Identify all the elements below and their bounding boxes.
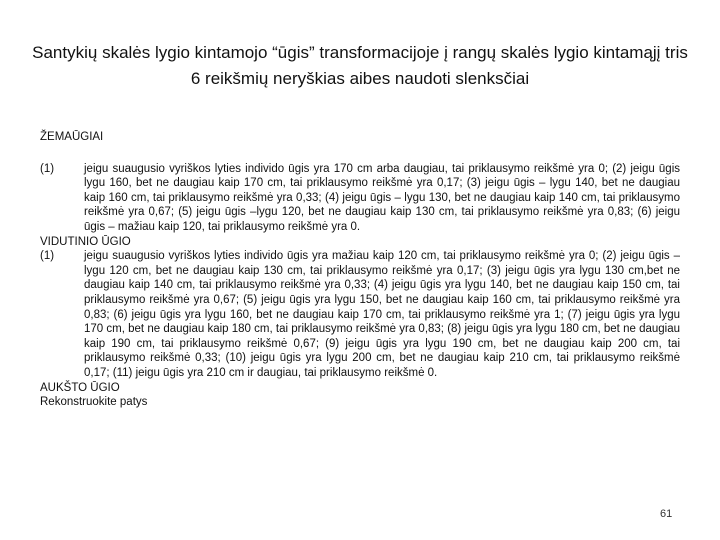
slide-body: [40, 130, 680, 410]
item-text: jeigu suaugusio vyriškos lyties individo ūgis yra mažiau kaip 120 cm, tai priklausymo reikšmė yra 0; (2) jeigu ūgis – lygu 120 cm, bet ne daugiau kaip 130 cm, tai priklausymo reikšmė yra 0,17; (3) jeigu ūgis yra lygu 130 cm,bet ne daugiau kaip 140 cm, tai priklausymo reikšmė yra 0,33; (4) jeigu ūgis yra lygu 140, bet ne daugiau kaip 150 cm, tai priklausymo reikšmė yra 0,67; (5) jeigu ūgis yra lygu 150, bet ne daugiau kaip 160 cm, tai priklausymo reikšmė yra 0,83; (6) jeigu ūgis yra lygu 160, bet ne daugiau kaip 170 cm, tai priklausymo reikšmė yra 1; (7) jeigu ūgis yra lygu 170 cm, bet ne daugiau kaip 180 cm, tai priklausymo reikšmė yra 0,83; (8) jeigu ūgis yra lygu 180 cm, bet ne daugiau kaip 190 cm, tai priklausymo reikšmė 0,67; (9) jeigu ūgis yra lygu 190 cm, bet ne daugiau kaip 200 cm, tai priklausymo reikšmė 0,33; (10) jeigu ūgis yra lygu 200 cm, bet ne daugiau kaip 210 cm, tai priklausymo reikšmė 0,17; (11) jeigu ūgis yra 210 cm ir daugiau, tai priklausymo reikšmė 0.: [84, 250, 680, 379]
item-text: jeigu suaugusio vyriškos lyties individo ūgis yra 170 cm arba daugiau, tai priklausymo reikšmė yra 0; (2) jeigu ūgis lygu 160, bet ne daugiau kaip 170 cm, tai priklausymo reikšmė yra 0,17; (3) jeigu ūgis – lygu 140, bet ne daugiau kaip 160 cm, tai priklausymo reikšmė yra 0,33; (4) jeigu ūgis – lygu 130, bet ne daugiau kaip 140 cm, tai priklausymo reikšmė yra 0,67; (5) jeigu ūgis –lygu 120, bet ne daugiau kaip 130 cm, tai priklausymo reikšmė yra 0,83; (6) jeigu ūgis – mažiau kaip 120, tai priklausymo reikšmė yra 0.: [84, 162, 680, 233]
section-heading-medium: VIDUTINIO ŪGIO: [40, 235, 131, 248]
list-item: [40, 249, 680, 380]
section-text-tall: Rekonstruokite patys: [40, 396, 148, 409]
slide-title: Santykių skalės lygio kintamojo “ūgis” transformacijoje į rangų skalės lygio kintamąjį tris 6 reikšmių neryškias aibes naudoti slenksčiai: [32, 43, 688, 88]
section-heading-short: ŽEMAŪGIAI: [40, 131, 104, 143]
list-item: [40, 162, 680, 235]
item-number: (1): [40, 250, 55, 263]
item-number: (1): [40, 162, 55, 175]
section-heading-tall: AUKŠTO ŪGIO: [40, 381, 120, 394]
page-number: 61: [660, 508, 673, 520]
